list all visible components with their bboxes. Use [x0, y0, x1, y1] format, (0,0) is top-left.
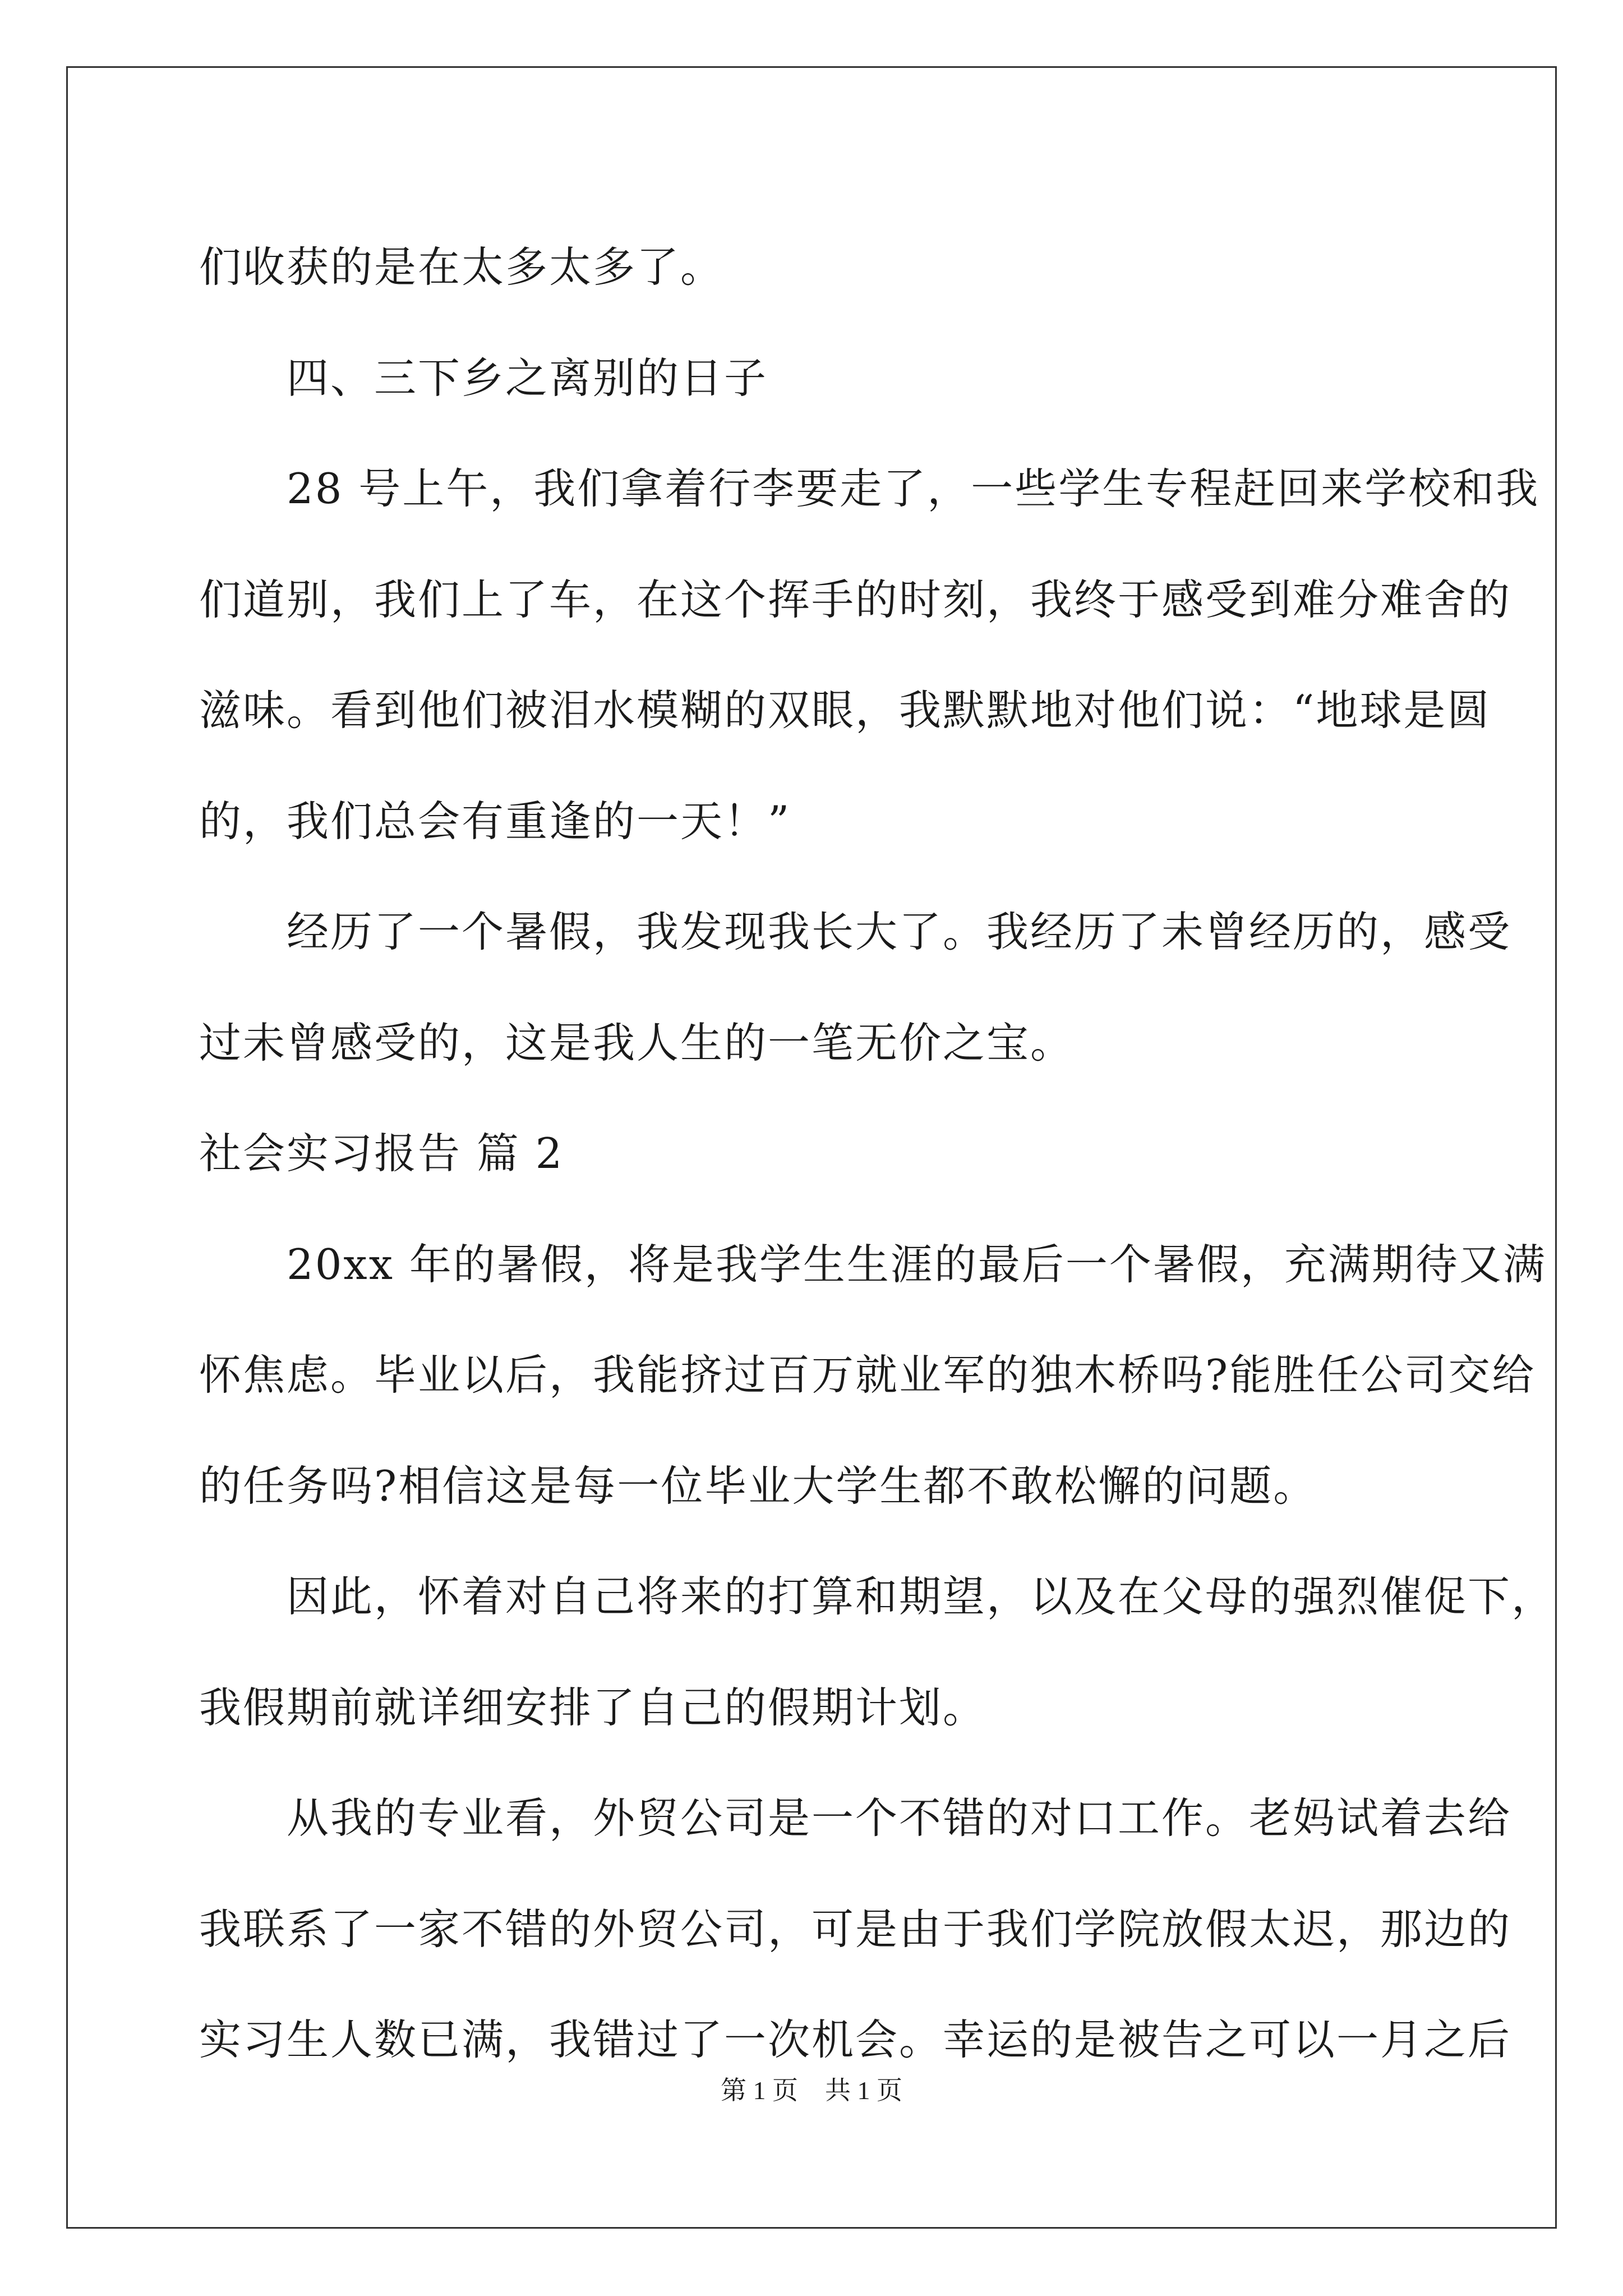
page-footer	[0, 2070, 1623, 2107]
article-title: 社会实习报告 篇 2	[199, 1129, 564, 1178]
text-line: 怀焦虑。毕业以后，我能挤过百万就业军的独木桥吗?能胜任公司交给	[199, 1350, 1536, 1400]
text-line: 滋味。看到他们被泪水模糊的双眼，我默默地对他们说：“地球是圆	[199, 685, 1491, 735]
text-line: 我假期前就详细安排了自己的假期计划。	[199, 1682, 987, 1732]
page-number: 第 1 页	[721, 2076, 798, 2105]
text-line: 实习生人数已满，我错过了一次机会。幸运的是被告之可以一月之后	[199, 2015, 1512, 2064]
text-line: 20xx 年的暑假，将是我学生生涯的最后一个暑假，充满期待又满	[199, 1239, 1547, 1289]
page-total: 共 1 页	[825, 2076, 902, 2105]
text-line: 因此，怀着对自己将来的打算和期望，以及在父母的强烈催促下，	[199, 1572, 1556, 1621]
text-line: 从我的专业看，外贸公司是一个不错的对口工作。老妈试着去给	[199, 1793, 1512, 1843]
text-line: 们收获的是在太多太多了。	[199, 242, 725, 292]
text-line: 过未曾感受的，这是我人生的一笔无价之宝。	[199, 1018, 1075, 1068]
document-body	[199, 212, 1556, 2096]
text-line: 们道别，我们上了车，在这个挥手的时刻，我终于感受到难分难舍的	[199, 574, 1512, 624]
text-line: 我联系了一家不错的外贸公司，可是由于我们学院放假太迟，那边的	[199, 1904, 1512, 1954]
text-line: 的任务吗?相信这是每一位毕业大学生都不敢松懈的问题。	[199, 1461, 1317, 1511]
text-line: 28 号上午，我们拿着行李要走了，一些学生专程赶回来学校和我	[199, 464, 1540, 513]
section-heading: 四、三下乡之离别的日子	[199, 353, 768, 403]
text-line: 的，我们总会有重逢的一天！”	[199, 796, 791, 846]
text-line: 经历了一个暑假，我发现我长大了。我经历了未曾经历的，感受	[199, 907, 1512, 956]
